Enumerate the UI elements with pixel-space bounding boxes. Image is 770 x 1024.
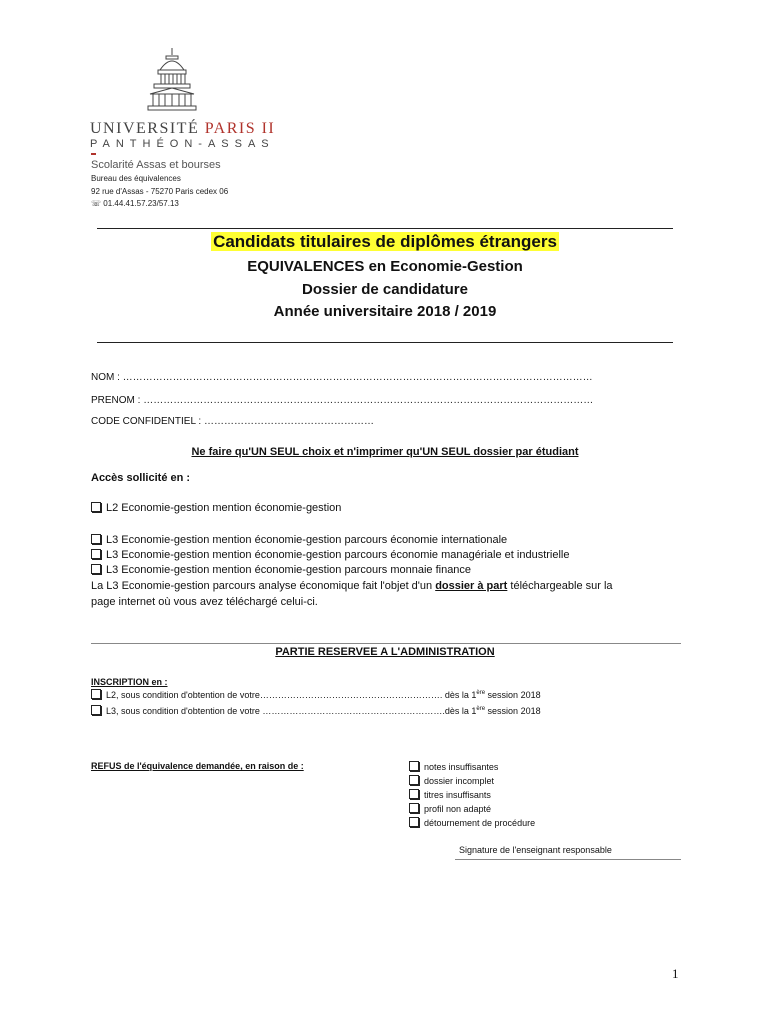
phone-number: 01.44.41.57.23/57.13	[103, 199, 179, 208]
subtitle-dossier: Dossier de candidature	[302, 281, 468, 298]
analyse-note-line1	[91, 580, 613, 592]
session-text: session 2018	[487, 690, 541, 700]
choice-l3-monnaie[interactable]	[91, 564, 471, 576]
subtitle-equivalences: EQUIVALENCES en Economie-Gestion	[247, 258, 523, 275]
reason-label: détournement de procédure	[424, 818, 536, 828]
note-part1: La L3 Economie-gestion parcours analyse économique fait l'objet d'un	[91, 580, 433, 592]
admin-rule	[91, 643, 681, 644]
single-choice-notice: Ne faire qu'UN SEUL choix et n'imprimer qu'UN SEUL dossier par étudiant	[191, 446, 579, 458]
subtitle-year: Année universitaire 2018 / 2019	[273, 303, 497, 320]
signature-rule	[455, 859, 681, 860]
phone-line	[91, 199, 179, 208]
top-rule	[97, 228, 673, 229]
inscription-label: INSCRIPTION en :	[91, 677, 168, 687]
choice-l3-manag[interactable]	[91, 549, 569, 561]
access-label: Accès sollicité en :	[91, 472, 191, 484]
red-mark	[91, 153, 96, 155]
inscription-l3-text: L3, sous condition d'obtention de votre …………………………………………………….dès la 1	[106, 706, 477, 716]
choice-l2[interactable]	[91, 502, 341, 514]
reason-3[interactable]	[409, 803, 491, 814]
admin-title: PARTIE RESERVEE A L'ADMINISTRATION	[275, 646, 495, 658]
pantheon-dome-icon	[146, 46, 198, 112]
page-number: 1	[672, 966, 679, 981]
inscription-l3[interactable]	[91, 705, 541, 716]
reason-label: titres insuffisants	[424, 790, 491, 800]
reason-label: dossier incomplet	[424, 776, 495, 786]
phone-icon: ☏	[91, 199, 102, 208]
bureau-name: Bureau des équivalences	[91, 174, 181, 183]
title-bottom-rule	[97, 342, 673, 343]
checkbox-icon[interactable]	[409, 803, 419, 813]
service-name: Scolarité Assas et bourses	[91, 159, 221, 171]
choice-l2-label: L2 Economie-gestion mention économie-gestion	[106, 502, 342, 514]
superscript: ère	[476, 706, 486, 712]
university-name	[90, 120, 275, 138]
reason-4[interactable]	[409, 817, 535, 828]
reason-0[interactable]	[409, 761, 498, 772]
prenom-field[interactable]: PRENOM : ………………………………………………………………………………………………………………………	[91, 395, 594, 406]
superscript: ère	[476, 690, 486, 696]
choice-l3-monnaie-label: L3 Economie-gestion mention économie-gestion parcours monnaie finance	[106, 564, 472, 576]
code-field[interactable]: CODE CONFIDENTIEL : ……………………………………………	[91, 416, 374, 427]
checkbox-icon[interactable]	[409, 775, 419, 785]
choice-l3-manag-label: L3 Economie-gestion mention économie-gestion parcours économie managériale et industrielle	[106, 549, 570, 561]
inscription-l2-text: L2, sous condition d'obtention de votre……………………………………………………. dès la 1	[106, 690, 477, 700]
analyse-note-line2: page internet où vous avez téléchargé celui-ci.	[91, 596, 318, 608]
dossier-link[interactable]: dossier à part	[435, 580, 508, 592]
session-text: session 2018	[487, 706, 541, 716]
address: 92 rue d'Assas - 75270 Paris cedex 06	[91, 187, 229, 196]
checkbox-icon[interactable]	[91, 689, 101, 699]
checkbox-icon[interactable]	[91, 564, 101, 574]
reason-1[interactable]	[409, 775, 494, 786]
inscription-l2[interactable]	[91, 689, 541, 700]
reason-label: profil non adapté	[424, 804, 492, 814]
university-subname: PANTHÉON-ASSAS	[90, 138, 275, 150]
reason-label: notes insuffisantes	[424, 762, 499, 772]
checkbox-icon[interactable]	[91, 705, 101, 715]
checkbox-icon[interactable]	[409, 817, 419, 827]
checkbox-icon[interactable]	[91, 502, 101, 512]
reason-2[interactable]	[409, 789, 491, 800]
signature-label: Signature de l'enseignant responsable	[459, 845, 612, 855]
university-name-part1: UNIVERSITÉ	[90, 120, 200, 137]
refus-label: REFUS de l'équivalence demandée, en raison de :	[91, 761, 304, 771]
checkbox-icon[interactable]	[409, 761, 419, 771]
checkbox-icon[interactable]	[409, 789, 419, 799]
choice-l3-intl[interactable]	[91, 534, 507, 546]
university-name-part2: PARIS II	[204, 120, 276, 137]
checkbox-icon[interactable]	[91, 534, 101, 544]
checkbox-icon[interactable]	[91, 549, 101, 559]
choice-l3-intl-label: L3 Economie-gestion mention économie-gestion parcours économie internationale	[106, 534, 508, 546]
main-title-text: Candidats titulaires de diplômes étrangers	[213, 232, 557, 251]
university-logo	[88, 46, 258, 112]
nom-field[interactable]: NOM : ……………………………………………………………………………………………………………………………	[91, 372, 593, 383]
main-title	[0, 232, 770, 252]
note-part2: téléchargeable sur la	[510, 580, 613, 592]
